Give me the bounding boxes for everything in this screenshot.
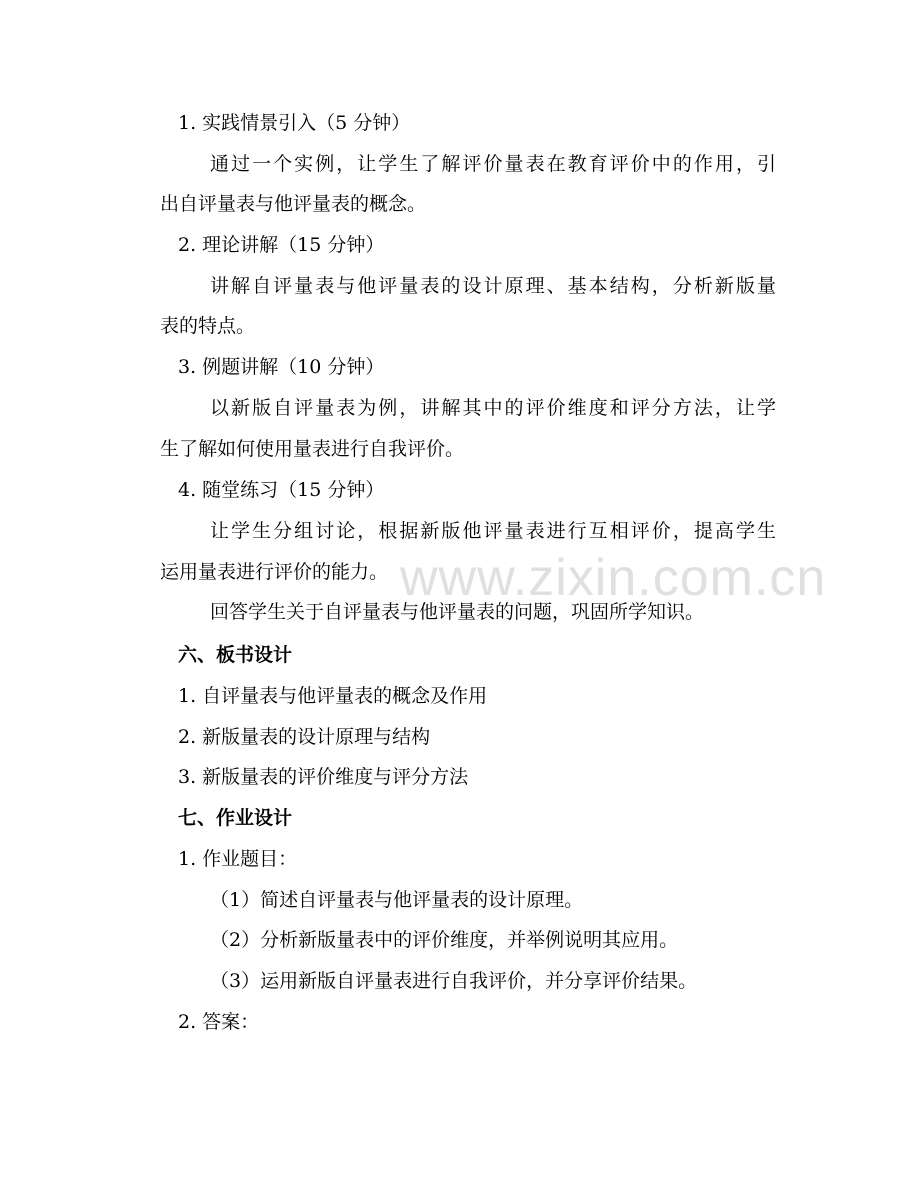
section-6-item-1: 1. 自评量表与他评量表的概念及作用 xyxy=(178,685,488,707)
step-2-text-line-2: 表的特点。 xyxy=(160,315,256,337)
section-7-item-1: 1. 作业题目： xyxy=(178,848,298,870)
step-3-text-line-1: 以新版自评量表为例，讲解其中的评价维度和评分方法，让学 xyxy=(210,397,776,419)
step-4-text-line-2: 运用量表进行评价的能力。 xyxy=(160,561,389,583)
section-7-heading: 七、作业设计 xyxy=(178,807,293,829)
step-3-text-line-2: 生了解如何使用量表进行自我评价。 xyxy=(160,438,465,460)
step-4-text-line-1: 让学生分组讨论，根据新版他评量表进行互相评价，提高学生 xyxy=(210,520,776,542)
step-2-title: 2. 理论讲解（15 分钟） xyxy=(178,234,385,256)
section-7-item-2: 2. 答案： xyxy=(178,1011,260,1033)
section-6-item-2: 2. 新版量表的设计原理与结构 xyxy=(178,726,431,748)
question-1: （1）简述自评量表与他评量表的设计原理。 xyxy=(210,889,584,911)
section-6-heading: 六、板书设计 xyxy=(178,644,293,666)
question-3: （3）运用新版自评量表进行自我评价，并分享评价结果。 xyxy=(210,970,698,992)
step-1-text-line-2: 出自评量表与他评量表的概念。 xyxy=(160,193,427,215)
watermark: www.zixin.com.cn xyxy=(400,549,827,607)
step-4-title: 4. 随堂练习（15 分钟） xyxy=(178,479,385,501)
step-1-title: 1. 实践情景引入（5 分钟） xyxy=(178,112,411,134)
question-2: （2）分析新版量表中的评价维度，并举例说明其应用。 xyxy=(210,929,679,951)
section-6-item-3: 3. 新版量表的评价维度与评分方法 xyxy=(178,766,469,788)
step-2-text-line-1: 讲解自评量表与他评量表的设计原理、基本结构，分析新版量 xyxy=(210,275,776,297)
step-1-text-line-1: 通过一个实例，让学生了解评价量表在教育评价中的作用，引 xyxy=(210,153,776,175)
summary-text: 回答学生关于自评量表与他评量表的问题，巩固所学知识。 xyxy=(210,601,705,623)
step-3-title: 3. 例题讲解（10 分钟） xyxy=(178,356,385,378)
